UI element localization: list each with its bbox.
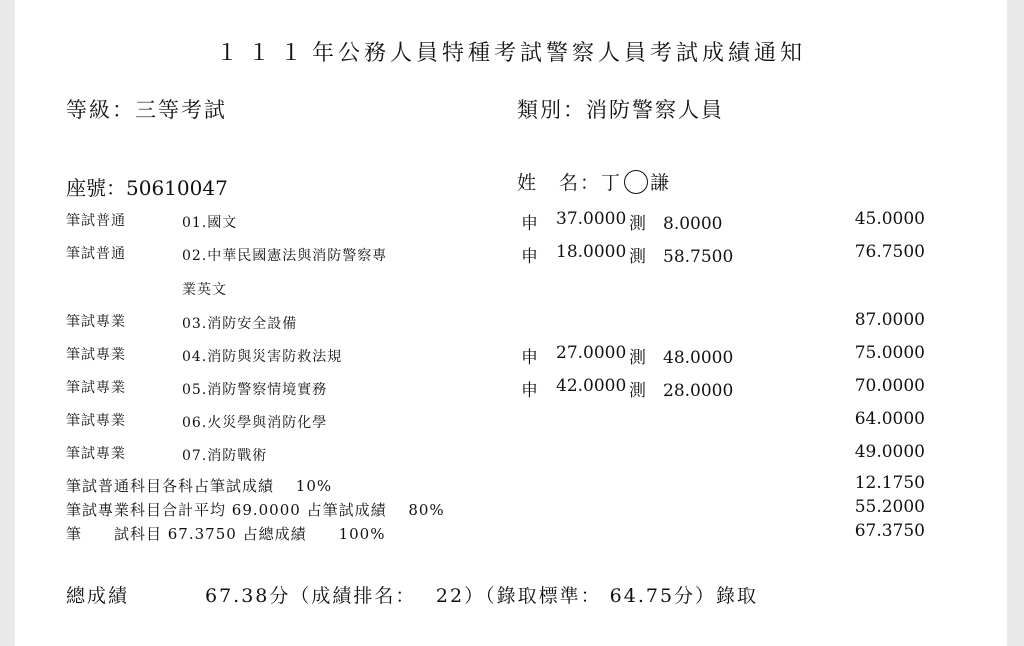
subject-name: 03.消防安全設備 [182,316,298,332]
name-label: 姓 名：丁 [517,172,623,194]
final-label: 總成績 [66,585,130,607]
subject-score: 70.0000 [854,376,925,396]
subject-flag: 申 [521,348,538,368]
subject-flag: 申 [521,381,538,401]
subject-type: 筆試普通 [66,213,126,229]
document-title [15,36,1007,67]
summary-professional: 筆試專業科目合計平均 69.0000 占筆試成績 80% [66,501,445,519]
subject-score-a: 42.0000 [556,376,627,396]
name-suffix: 謙 [650,172,672,194]
final-result: 67.38分（成績排名： 22）（錄取標準： 64.75分）錄取 [205,585,759,607]
subject-score-a: 18.0000 [556,242,627,262]
subject-type: 筆試專業 [66,347,126,363]
subject-type: 筆試普通 [66,246,126,262]
subject-score-b: 測 28.0000 [629,381,734,401]
subject-name: 02.中華民國憲法與消防警察專 [182,248,388,264]
subject-score: 76.7500 [854,242,925,262]
subject-name: 05.消防警察情境實務 [182,382,328,398]
subject-score: 87.0000 [854,310,925,330]
title-year: １１１ [215,41,312,66]
title-text: 年公務人員特種考試警察人員考試成績通知 [312,41,807,66]
subject-type: 筆試專業 [66,446,126,462]
exam-grade: 等級：三等考試 [66,98,227,122]
subject-flag: 申 [521,247,538,267]
summary-written: 筆 試科目 67.3750 占總成績 100% [66,525,386,543]
subject-name: 04.消防與災害防救法規 [182,349,343,365]
subject-name-cont: 業英文 [182,282,227,298]
summary-written-score: 67.3750 [854,521,925,541]
subject-score-a: 27.0000 [556,343,627,363]
summary-general-score: 12.1750 [854,473,925,493]
subject-name: 06.火災學與消防化學 [182,415,328,431]
subject-name: 07.消防戰術 [182,448,268,464]
subject-type: 筆試專業 [66,380,126,396]
redaction-circle [624,170,648,194]
subject-type: 筆試專業 [66,314,126,330]
exam-category: 類別：消防警察人員 [517,98,724,122]
subject-flag: 申 [521,214,538,234]
subject-score: 75.0000 [854,343,925,363]
subject-score-b: 測 48.0000 [629,348,734,368]
subject-score-a: 37.0000 [556,209,627,229]
subject-name: 01.國文 [182,215,238,231]
subject-score: 49.0000 [854,442,925,462]
subject-type: 筆試專業 [66,413,126,429]
subject-score-b: 測 58.7500 [629,247,734,267]
summary-general: 筆試普通科目各科占筆試成績 10% [66,477,333,495]
seat-number: 座號：50610047 [66,176,228,200]
subject-score: 64.0000 [854,409,925,429]
subject-score: 45.0000 [854,209,925,229]
subject-score-b: 測 8.0000 [629,214,723,234]
candidate-name [517,168,671,196]
summary-professional-score: 55.2000 [854,497,925,517]
score-notice-document [15,0,1007,646]
